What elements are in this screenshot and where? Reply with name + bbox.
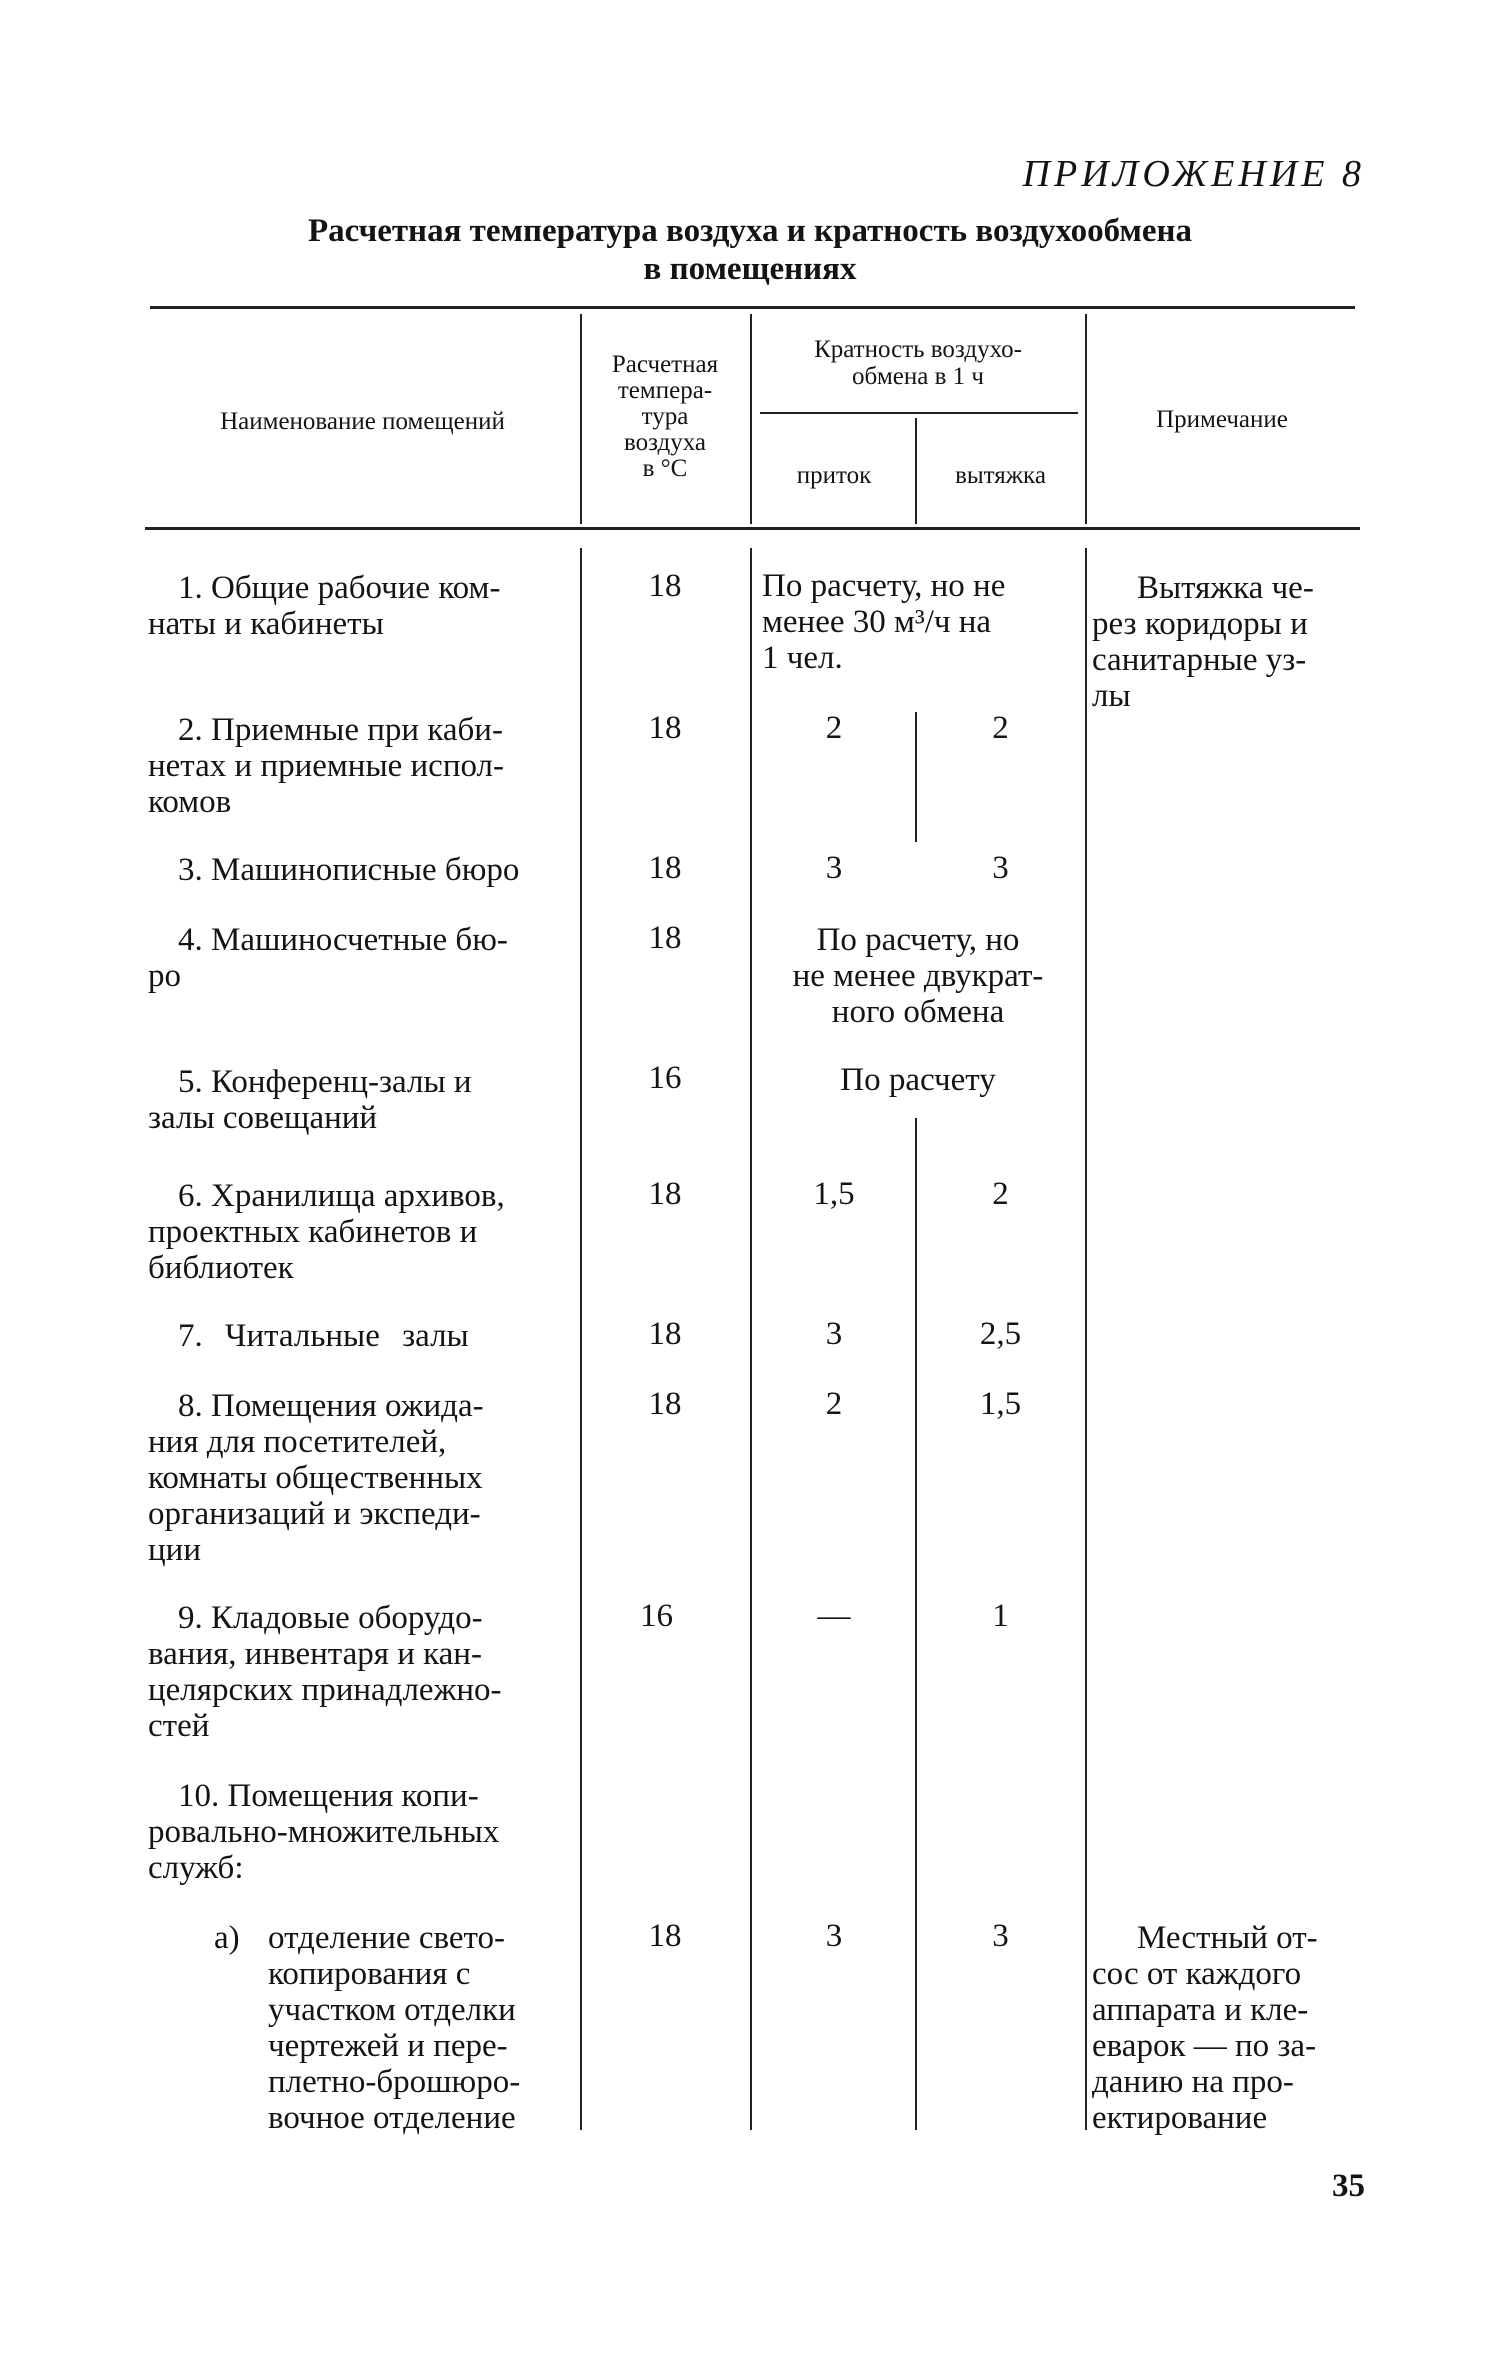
- title-line-1: Расчетная температура воздуха и кратность воздухообмена: [307, 213, 1193, 249]
- header-air-exchange-rate: [754, 336, 1082, 390]
- appendix-label: ПРИЛОЖЕНИЕ 8: [1022, 153, 1365, 195]
- row-4-name-line-1: 4. Машиносчетные бю-: [178, 922, 508, 958]
- row-9-name-line-3: целярских принадлежно-: [148, 1672, 502, 1708]
- row-5-rate: По расчету: [840, 1062, 996, 1098]
- row-1-note: [1092, 570, 1362, 714]
- row-10a-exhaust: 3: [992, 1918, 1009, 1954]
- row-10-name: [148, 1778, 573, 1886]
- row-6-name: [148, 1178, 573, 1286]
- table-top-rule: [150, 306, 1355, 309]
- header-divider-2: [750, 314, 752, 524]
- row-6-temperature: 18: [648, 1176, 682, 1212]
- row-5-name-line-2: залы совещаний: [148, 1100, 378, 1136]
- header-exhaust: вытяжка: [955, 462, 1046, 489]
- row-3-exhaust: 3: [992, 850, 1009, 886]
- row-4-name-line-2: ро: [148, 958, 181, 994]
- row-10a-name-line-4: чертежей и пере-: [268, 2028, 508, 2064]
- row-10a-note-line-6: ектирование: [1092, 2100, 1268, 2136]
- page-title: [150, 212, 1350, 288]
- body-divider-name: [580, 548, 582, 2130]
- row-6-name-line-3: библиотек: [148, 1250, 294, 1286]
- row-6-name-line-1: 6. Хранилища архивов,: [178, 1178, 505, 1214]
- row-10-name-line-1: 10. Помещения копи-: [178, 1778, 479, 1814]
- row-8-name-line-1: 8. Помещения ожида-: [178, 1388, 484, 1424]
- header-bottom-rule: [145, 527, 1360, 530]
- row-10a-name-line-6: вочное отделение: [268, 2100, 516, 2136]
- header-supply: приток: [796, 462, 872, 489]
- row-4-rate-line-1: По расчету, но: [816, 922, 1020, 958]
- row-3-temperature: 18: [648, 850, 682, 886]
- row-10a-note-line-1: Местный от-: [1137, 1920, 1318, 1956]
- header-divider-1: [580, 314, 582, 524]
- row-1-rate: [762, 568, 1082, 676]
- row-6-exhaust: 2: [992, 1176, 1009, 1212]
- row-2-name-line-1: 2. Приемные при каби-: [178, 712, 503, 748]
- row-5-name: [148, 1064, 573, 1136]
- row-2-exhaust: 2: [992, 710, 1009, 746]
- row-6-name-line-2: проектных кабинетов и: [148, 1214, 478, 1250]
- row-4-rate-line-3: ного обмена: [831, 994, 1005, 1030]
- header-temp-line-5: в °С: [642, 455, 688, 482]
- row-10a-name: [268, 1920, 572, 2136]
- row-9-name-line-2: вания, инвентаря и кан-: [148, 1636, 482, 1672]
- row-8-name-line-4: организаций и экспеди-: [148, 1496, 481, 1532]
- row-1-temperature: 18: [648, 568, 682, 604]
- row-2-temperature: 18: [648, 710, 682, 746]
- header-rate-line-1: Кратность воздухо-: [814, 336, 1022, 363]
- row-10a-temperature: 18: [648, 1918, 682, 1954]
- row-8-name-line-2: ния для посетителей,: [148, 1424, 447, 1460]
- row-2-supply: 2: [825, 710, 843, 746]
- row-4-rate-line-2: не менее двукрат-: [792, 958, 1044, 994]
- row-10a-supply: 3: [825, 1918, 843, 1954]
- row-1-note-line-1: Вытяжка че-: [1137, 570, 1314, 606]
- rate-subheader-rule: [760, 412, 1078, 414]
- body-divider-rate-b: [915, 1118, 917, 2130]
- row-8-name-line-5: ции: [148, 1532, 201, 1568]
- row-10a-label: а): [214, 1920, 240, 1956]
- row-7-name: 7. Читальные залы: [178, 1318, 469, 1354]
- row-8-name-line-3: комнаты общественных: [148, 1460, 483, 1496]
- page-number: 35: [1332, 2168, 1365, 2204]
- row-7-temperature: 18: [648, 1316, 682, 1352]
- row-9-supply: —: [817, 1598, 851, 1634]
- row-2-name-line-3: комов: [148, 784, 232, 820]
- row-8-name: [148, 1388, 573, 1568]
- row-10a-note-line-3: аппарата и кле-: [1092, 1992, 1309, 2028]
- row-9-temperature: 16: [640, 1598, 673, 1634]
- header-temp-line-3: тура: [641, 403, 689, 430]
- row-3-name: 3. Машинописные бюро: [178, 852, 520, 888]
- body-divider-note: [1085, 548, 1087, 2130]
- body-divider-rate-a: [915, 712, 917, 842]
- title-line-2: в помещениях: [643, 251, 857, 287]
- row-4-rate: [754, 922, 1082, 1030]
- row-4-temperature: 18: [648, 920, 682, 956]
- row-1-name-line-2: наты и кабинеты: [148, 606, 384, 642]
- header-temp-line-2: темпера-: [617, 377, 713, 404]
- row-1-name: [148, 570, 573, 642]
- row-1-rate-line-1: По расчету, но не: [762, 568, 1006, 604]
- row-1-note-line-4: лы: [1092, 678, 1131, 714]
- header-divider-3: [915, 418, 917, 524]
- row-10a-name-line-3: участком отделки: [268, 1992, 516, 2028]
- row-2-name: [148, 712, 573, 820]
- row-10a-note: [1092, 1920, 1362, 2136]
- row-1-name-line-1: 1. Общие рабочие ком-: [178, 570, 501, 606]
- row-8-exhaust: 1,5: [979, 1386, 1022, 1422]
- row-6-supply: 1,5: [813, 1176, 855, 1212]
- header-divider-4: [1085, 314, 1087, 524]
- row-10-name-line-3: служб:: [148, 1850, 244, 1886]
- header-temp-line-1: Расчетная: [611, 351, 719, 378]
- header-temp-line-4: воздуха: [623, 429, 707, 456]
- header-temperature: [584, 352, 746, 482]
- row-8-supply: 2: [825, 1386, 843, 1422]
- row-1-note-line-2: рез коридоры и: [1092, 606, 1308, 642]
- row-8-temperature: 18: [648, 1386, 682, 1422]
- row-1-note-line-3: санитарные уз-: [1092, 642, 1307, 678]
- header-rate-line-2: обмена в 1 ч: [852, 363, 984, 390]
- row-10a-name-line-2: копирования с: [268, 1956, 471, 1992]
- header-note: Примечание: [1156, 406, 1288, 433]
- body-divider-temp: [750, 548, 752, 2130]
- row-9-name: [148, 1600, 573, 1744]
- row-7-supply: 3: [825, 1316, 843, 1352]
- row-9-exhaust: 1: [992, 1598, 1009, 1634]
- row-2-name-line-2: нетах и приемные испол-: [148, 748, 505, 784]
- row-5-name-line-1: 5. Конференц-залы и: [178, 1064, 472, 1100]
- row-1-rate-line-2: менее 30 м³/ч на: [762, 604, 992, 640]
- row-10-name-line-2: ровально-множительных: [148, 1814, 500, 1850]
- row-9-name-line-1: 9. Кладовые оборудо-: [178, 1600, 483, 1636]
- row-10a-note-line-5: данию на про-: [1092, 2064, 1294, 2100]
- row-10a-name-line-1: отделение свето-: [268, 1920, 505, 1956]
- row-10a-note-line-4: еварок — по за-: [1092, 2028, 1317, 2064]
- row-5-temperature: 16: [648, 1060, 682, 1096]
- row-10a-note-line-2: сос от каждого: [1092, 1956, 1302, 1992]
- row-4-name: [148, 922, 573, 994]
- row-1-rate-line-3: 1 чел.: [762, 640, 843, 676]
- row-3-supply: 3: [825, 850, 843, 886]
- header-name: Наименование помещений: [220, 408, 505, 435]
- row-10a-name-line-5: плетно-брошюро-: [268, 2064, 521, 2100]
- row-9-name-line-4: стей: [148, 1708, 210, 1744]
- row-7-exhaust: 2,5: [979, 1316, 1022, 1352]
